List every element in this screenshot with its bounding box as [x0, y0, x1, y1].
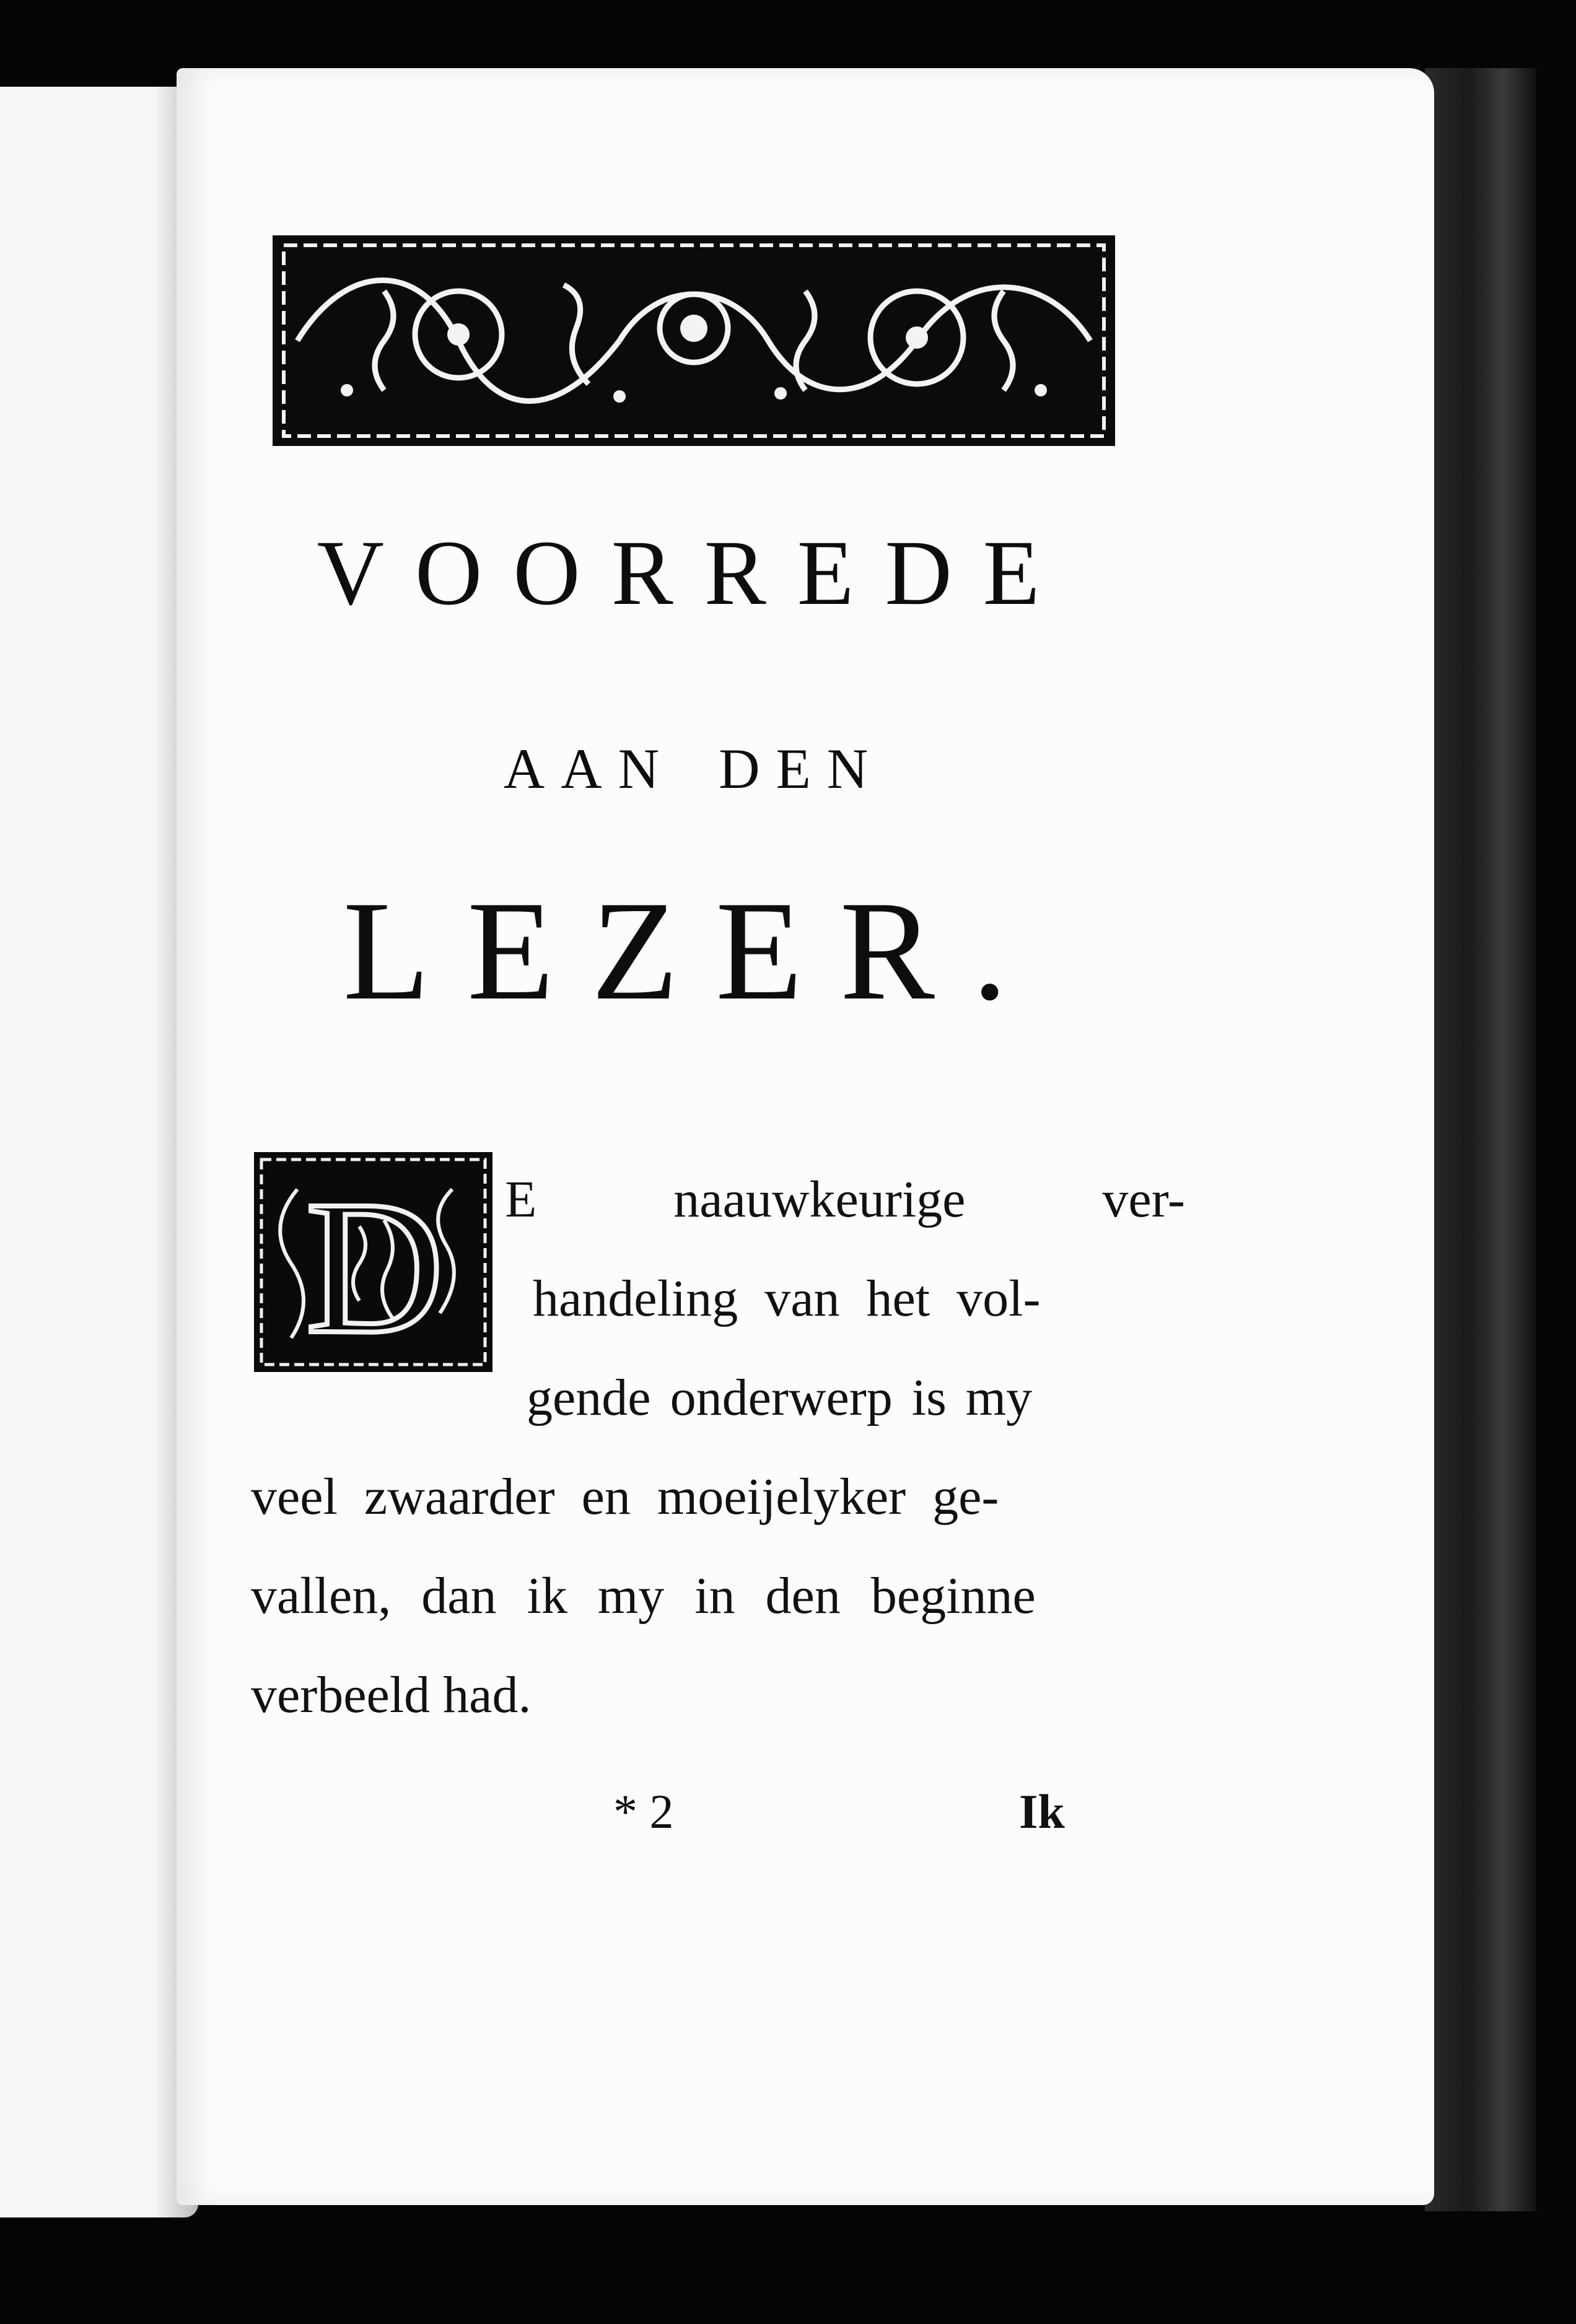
text-line-6: verbeeld had. [251, 1666, 532, 1724]
book-fore-edge [1425, 68, 1536, 2211]
page-title-second: LEZER. [343, 872, 1045, 1029]
text-line-3: gende onderwerp is my [527, 1369, 1033, 1426]
text-line-5: vallen, dan ik my in den beginne [251, 1567, 1036, 1625]
page-title: VOORREDE [317, 522, 1071, 624]
initial-ornament [254, 1152, 492, 1372]
drop-cap-letter: D [305, 1161, 444, 1372]
facing-page-edge [0, 87, 198, 2217]
text-line-2: handeling van het vol- [533, 1270, 1041, 1327]
signature-mark: * 2 [613, 1784, 674, 1838]
subtitle-word-den: DEN [719, 737, 885, 800]
catchword: Ik [1019, 1784, 1065, 1838]
page-subtitle [266, 737, 1121, 800]
text-line-1: E naauwkeurige ver- [505, 1171, 1185, 1228]
ornamental-headpiece [273, 235, 1115, 446]
decorated-initial [254, 1152, 492, 1372]
ornament-graphic [273, 235, 1115, 446]
text-line-4: veel zwaarder en moeijelyker ge- [251, 1468, 999, 1526]
subtitle-word-aan: AAN [503, 737, 676, 800]
